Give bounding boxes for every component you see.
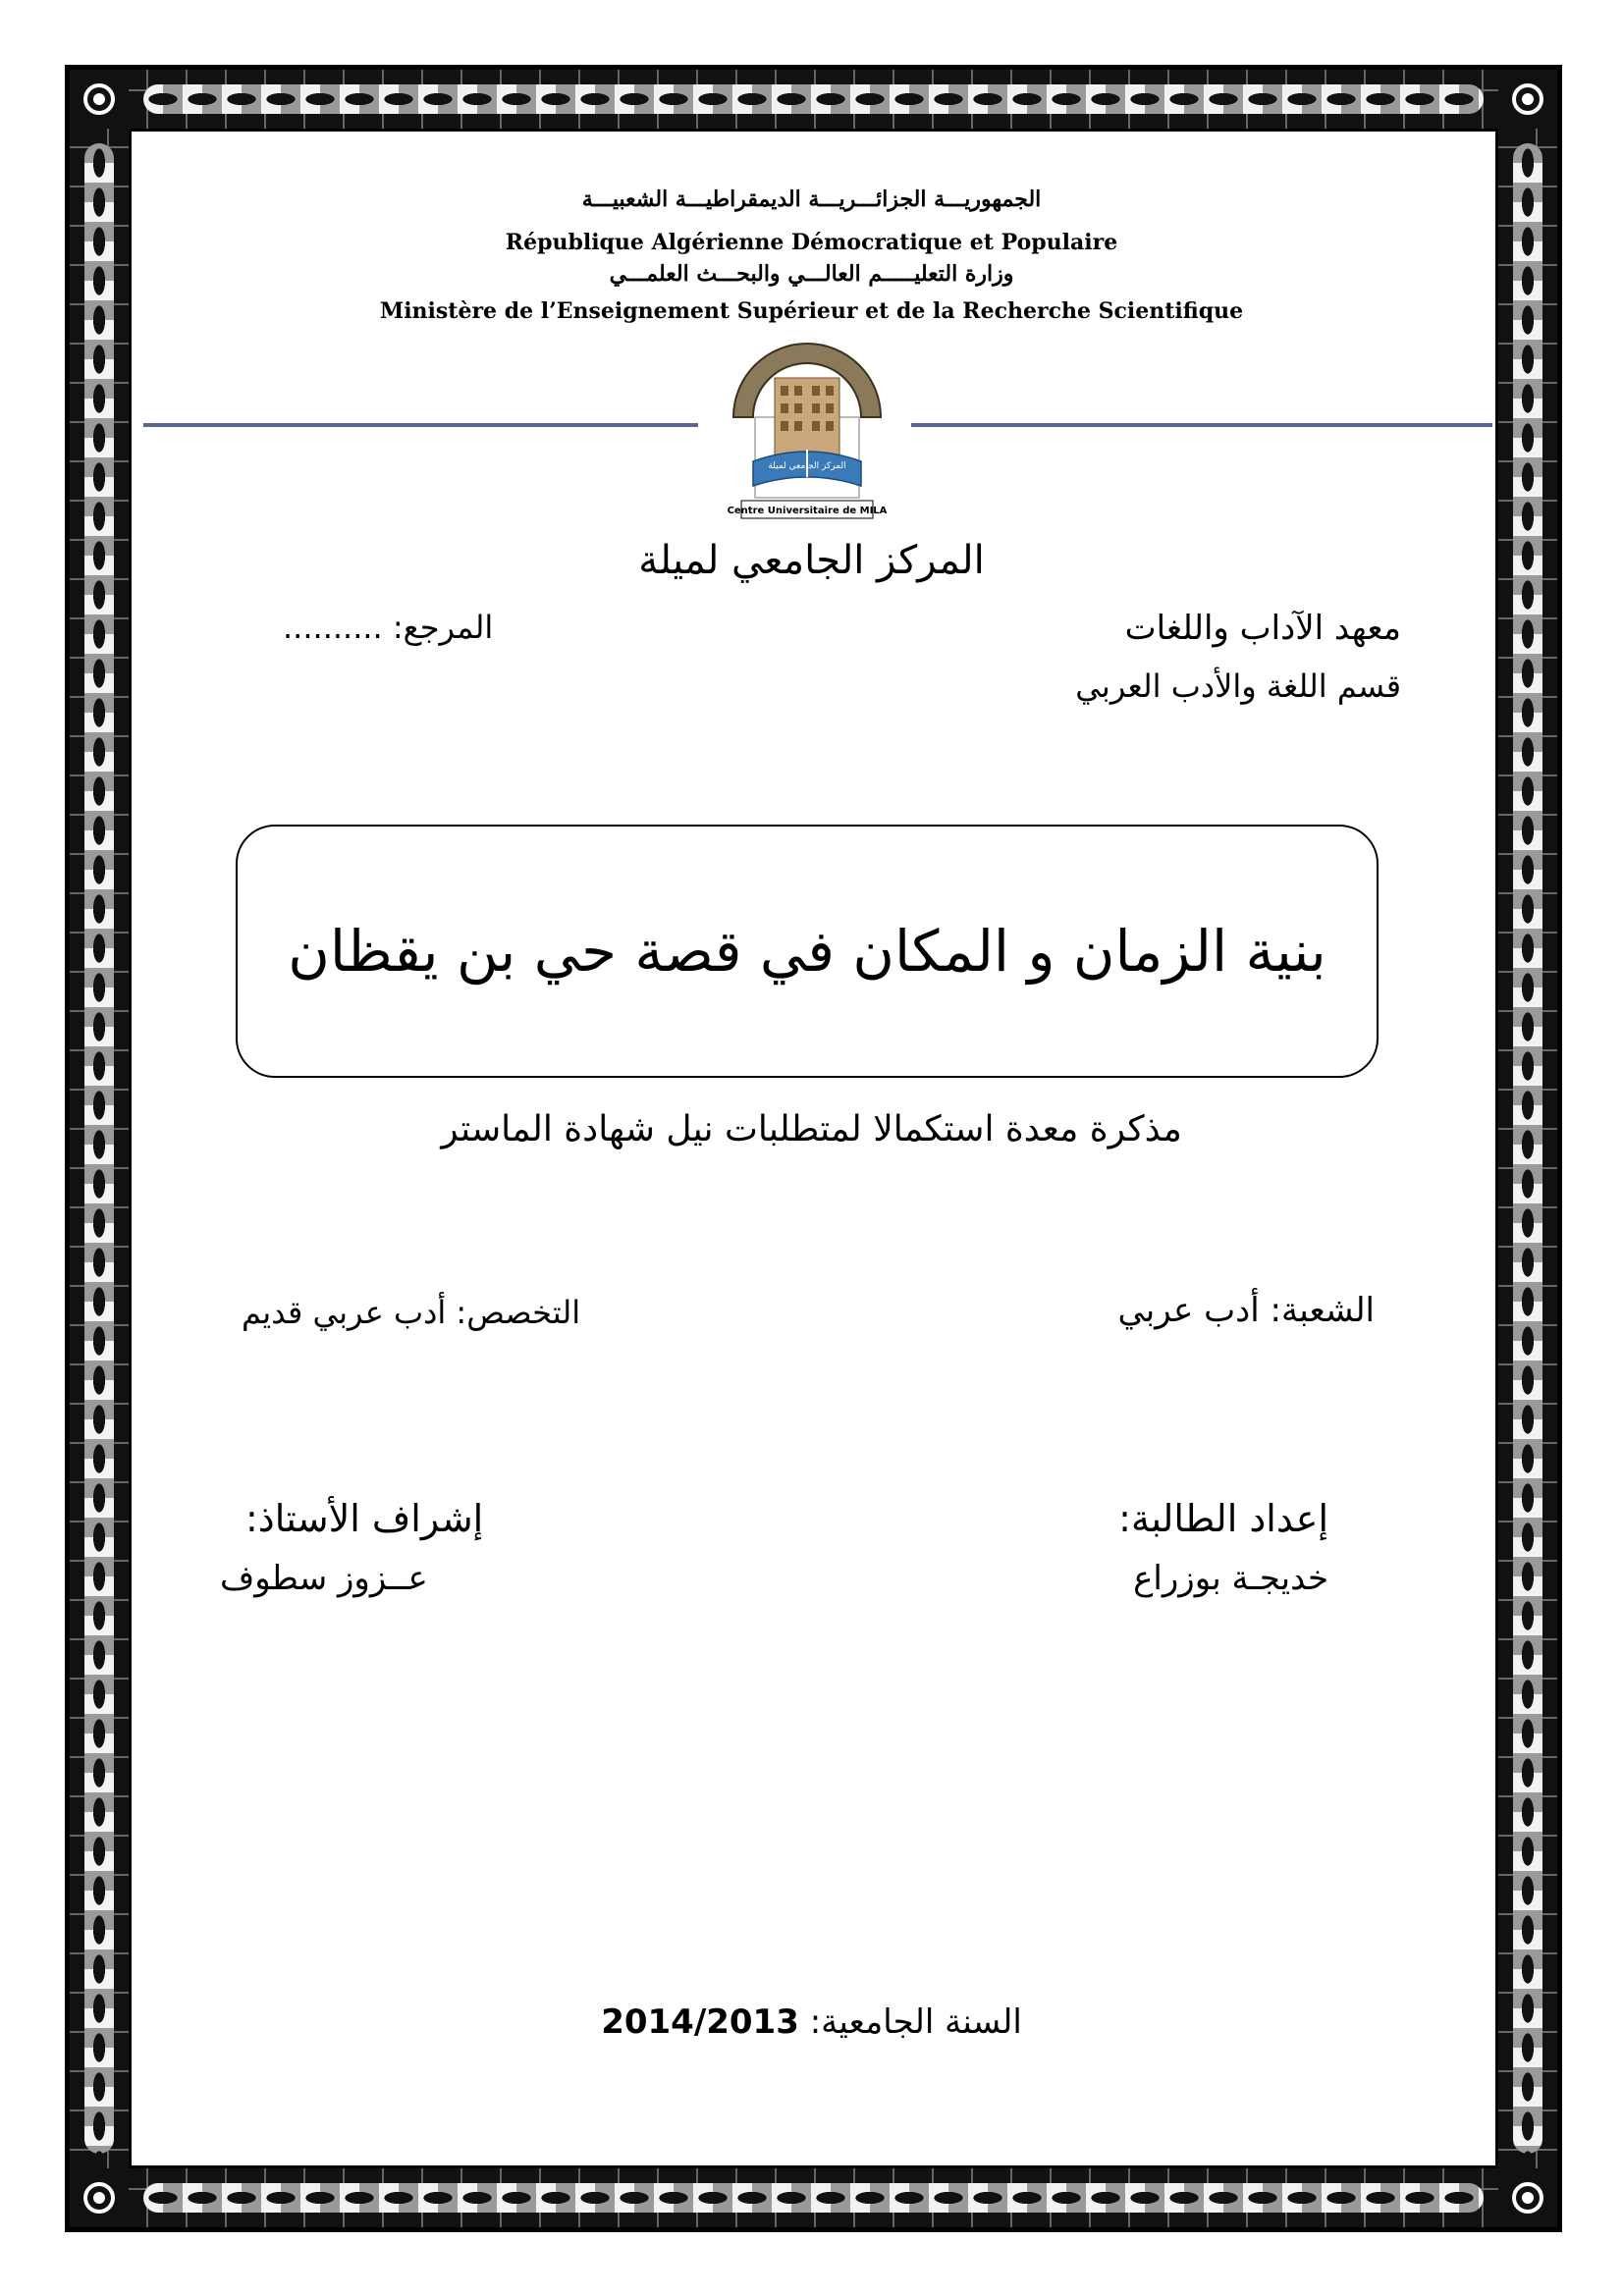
academic-year-value: 2014/2013	[601, 2002, 799, 2042]
university-logo	[724, 339, 891, 525]
supervisor-label: إشراف الأستاذ:	[245, 1497, 484, 1540]
header-rule-right	[911, 423, 1492, 427]
header-rule-left	[143, 423, 698, 427]
republic-arabic: الجمهوريـــة الجزائـــريـــة الديمقراطيـــة الشعبيـــة	[581, 187, 1042, 212]
department-name: قسم اللغة والأدب العربي	[1075, 667, 1401, 705]
ministry-french: Ministère de l’Enseignement Supérieur et de la Recherche Scientifique	[379, 298, 1244, 324]
thesis-title-box	[236, 825, 1379, 1078]
specialty: التخصص: أدب عربي قديم	[242, 1294, 581, 1331]
chain-ornament-top	[143, 84, 1484, 114]
thesis-title: بنية الزمان و المكان في قصة حي بن يقظان	[288, 918, 1326, 985]
ministry-arabic: وزارة التعليـــــم العالـــي والبحـــث العلمـــي	[609, 261, 1014, 287]
corner-ornament-top-right	[1498, 70, 1557, 129]
republic-french: République Algérienne Démocratique et Populaire	[505, 230, 1118, 255]
corner-ornament-bottom-left	[70, 2168, 129, 2227]
reference-number: المرجع: ..........	[283, 609, 494, 646]
chain-ornament-bottom	[143, 2183, 1484, 2213]
supervisor-name: عــزوز سطوف	[220, 1559, 428, 1598]
student-name: خديجـة بوزراع	[1133, 1559, 1328, 1598]
memo-description: مذكرة معدة استكمالا لمتطلبات نيل شهادة الماستر	[441, 1109, 1182, 1149]
institution-name: المركز الجامعي لميلة	[638, 538, 985, 583]
student-label: إعداد الطالبة:	[1118, 1497, 1328, 1540]
corner-ornament-bottom-right	[1498, 2168, 1557, 2227]
academic-year	[0, 2002, 1623, 2042]
logo-book-text: المركز الجامعي لميلة	[768, 461, 846, 471]
logo-caption: Centre Universitaire de MILA	[727, 506, 888, 516]
branch: الشعبة: أدب عربي	[1117, 1291, 1375, 1330]
academic-year-label: السنة الجامعية:	[809, 2002, 1022, 2042]
corner-ornament-top-left	[70, 70, 129, 129]
institute-name: معهد الآداب واللغات	[1124, 609, 1401, 648]
